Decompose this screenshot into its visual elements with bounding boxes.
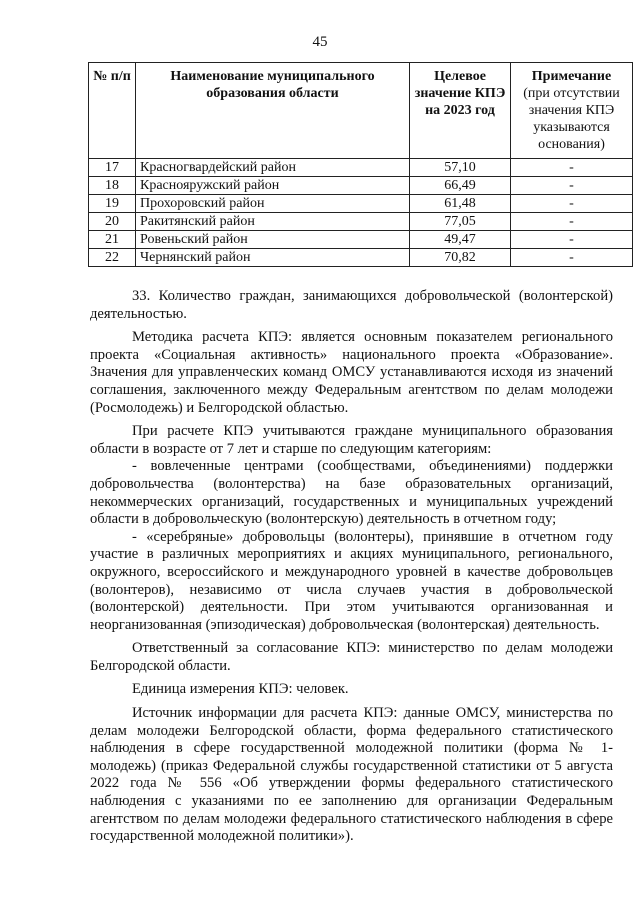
table-row	[89, 177, 633, 195]
cell-value: 57,10	[410, 159, 511, 177]
header-note-sub: (при отсутствии значения КПЭ указываются основания)	[523, 86, 620, 152]
cell-name: Чернянский район	[136, 249, 410, 267]
cell-name: Прохоровский район	[136, 195, 410, 213]
cell-name: Красногвардейский район	[136, 159, 410, 177]
cell-num: 18	[89, 177, 136, 195]
table-header-row	[89, 63, 633, 159]
paragraph-responsible: Ответственный за согласование КПЭ: министерство по делам молодежи Белгородской области.	[90, 640, 613, 674]
paragraph-category-2: - «серебряные» добровольцы (волонтеры), принявшие в отчетном году участие в различных мероприятиях и акциях муниципального, регионального, окружного, всероссийского и международного уровней в качестве добровольцев (волонтеров), независимо от числа случаев участия в добровольческой (волонтерской) деятельности. При этом учитываются организованная и неорганизованная (эпизодическая) добровольческая (волонтерская) деятельность.	[90, 528, 613, 633]
page-number: 45	[312, 34, 328, 50]
body-text	[90, 282, 613, 846]
cell-note: -	[511, 213, 633, 231]
cell-note: -	[511, 249, 633, 267]
kpe-table	[88, 62, 633, 267]
cell-value: 70,82	[410, 249, 511, 267]
cell-num: 17	[89, 159, 136, 177]
header-note	[511, 63, 633, 159]
paragraph-category-1: - вовлеченные центрами (сообществами, объединениями) поддержки добровольчества (волонтерства) на базе образовательных организаций, некоммерческих организаций, государственных и муниципальных учреждений области в добровольческую (волонтерскую) деятельность в отчетном году;	[90, 458, 613, 528]
header-note-title: Примечание	[531, 69, 612, 84]
cell-value: 66,49	[410, 177, 511, 195]
cell-num: 20	[89, 213, 136, 231]
cell-num: 19	[89, 195, 136, 213]
header-num: № п/п	[89, 63, 136, 159]
cell-note: -	[511, 231, 633, 249]
paragraph-title: 33. Количество граждан, занимающихся добровольческой (волонтерской) деятельностью.	[90, 288, 613, 322]
cell-name: Краснояружский район	[136, 177, 410, 195]
table-row	[89, 231, 633, 249]
cell-note: -	[511, 177, 633, 195]
header-name: Наименование муниципального образования области	[136, 63, 410, 159]
table-row	[89, 195, 633, 213]
cell-value: 61,48	[410, 195, 511, 213]
table-row	[89, 213, 633, 231]
cell-name: Ракитянский район	[136, 213, 410, 231]
cell-num: 21	[89, 231, 136, 249]
paragraph-unit: Единица измерения КПЭ: человек.	[132, 681, 349, 698]
paragraph-method: Методика расчета КПЭ: является основным показателем регионального проекта «Социальная активность» национального проекта «Образование». Значения для управленческих команд ОМСУ устанавливаются исходя из значений соглашения, заключенного между Федеральным агентством по делам молодежи (Росмолодежь) и Белгородской областью.	[90, 329, 613, 416]
cell-value: 49,47	[410, 231, 511, 249]
paragraph-categories: При расчете КПЭ учитываются граждане муниципального образования области в возрасте от 7 лет и старше по следующим категориям:	[90, 423, 613, 457]
header-value: Целевое значение КПЭ на 2023 год	[410, 63, 511, 159]
cell-note: -	[511, 195, 633, 213]
cell-name: Ровеньский район	[136, 231, 410, 249]
cell-value: 77,05	[410, 213, 511, 231]
table-row	[89, 159, 633, 177]
cell-num: 22	[89, 249, 136, 267]
table-row	[89, 249, 633, 267]
cell-note: -	[511, 159, 633, 177]
paragraph-source: Источник информации для расчета КПЭ: данные ОМСУ, министерства по делам молодежи Белгородской области, форма федерального статистического наблюдения в сфере государственной молодежной политики (форма № 1-молодежь) (приказ Федеральной службы государственной статистики от 5 августа 2022 года № 556 «Об утверждении формы федерального статистического наблюдения с указаниями по ее заполнению для организации Федеральным агентством по делам молодежи федерального статистического наблюдения в сфере государственной молодежной политики»).	[90, 705, 613, 845]
